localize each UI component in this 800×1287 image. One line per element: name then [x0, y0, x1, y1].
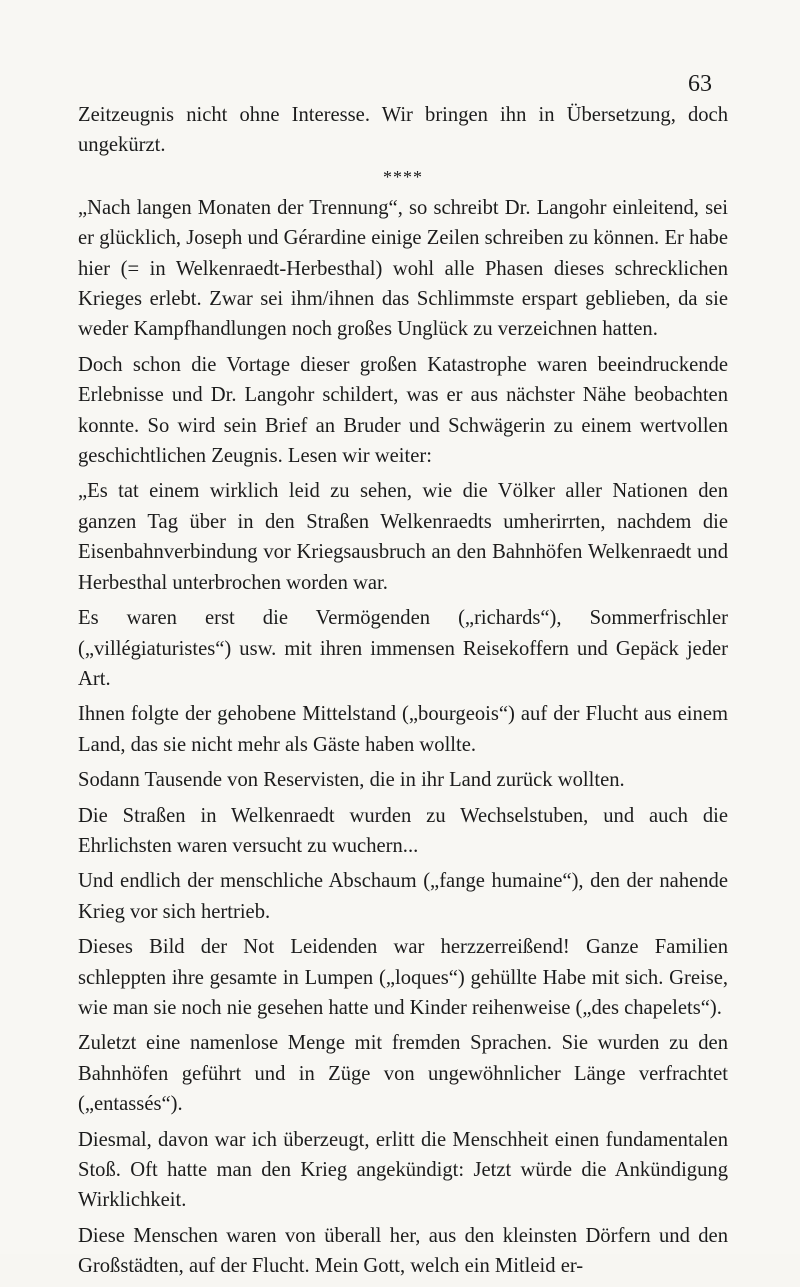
page-number: 63	[688, 71, 712, 97]
paragraph-8: Die Straßen in Welkenraedt wurden zu Wechselstuben, und auch die Ehrlichsten waren versucht zu wuchern...	[78, 804, 728, 857]
paragraph-6: Ihnen folgte der gehobene Mittelstand („bourgeois“) auf der Flucht aus einem Land, das sie nicht mehr als Gäste haben wollte.	[78, 703, 728, 756]
paragraph-13: Diese Menschen waren von überall her, aus den kleinsten Dörfern und den Großstädten, auf der Flucht. Mein Gott, welch ein Mitleid er-	[78, 1224, 728, 1278]
paragraph-7: Sodann Tausende von Reservisten, die in ihr Land zurück wollten.	[78, 769, 625, 792]
paragraph-11: Zuletzt eine namenlose Menge mit fremden Sprachen. Sie wurden zu den Bahnhöfen geführt und in Züge von ungewöhnlicher Länge verfrachtet („entassés“).	[78, 1032, 728, 1116]
section-separator: ****	[383, 166, 423, 187]
paragraph-1: Zeitzeugnis nicht ohne Interesse. Wir bringen ihn in Übersetzung, doch ungekürzt.	[78, 104, 728, 157]
paragraph-3: Doch schon die Vortage dieser großen Katastrophe waren beeindruckende Erlebnisse und Dr. Langohr schildert, was er aus nächster Nähe beobachten konnte. So wird sein Brief an Bruder und Schwägerin zu einem wertvollen geschichtlichen Zeugnis. Lesen wir weiter:	[78, 353, 728, 468]
body-text	[78, 100, 728, 1287]
paragraph-9: Und endlich der menschliche Abschaum („fange humaine“), den der nahende Krieg vor sich hertrieb.	[78, 870, 728, 923]
paragraph-10: Dieses Bild der Not Leidenden war herzzerreißend! Ganze Familien schleppten ihre gesamte in Lumpen („loques“) gehüllte Habe mit sich. Greise, wie man sie noch nie gesehen hatte und Kinder reihenweise („des chapelets“).	[78, 936, 728, 1019]
paragraph-12: Diesmal, davon war ich überzeugt, erlitt die Menschheit einen fundamentalen Stoß. Oft hatte man den Krieg angekündigt: Jetzt würde die Ankündigung Wirklichkeit.	[78, 1128, 728, 1212]
paragraph-5: Es waren erst die Vermögenden („richards“), Sommerfrischler („villégiaturistes“) usw. mit ihren immensen Reisekoffern und Gepäck jeder Art.	[78, 607, 728, 690]
paragraph-2: „Nach langen Monaten der Trennung“, so schreibt Dr. Langohr einleitend, sei er glücklich, Joseph und Gérardine einige Zeilen schreiben zu können. Er habe hier (= in Welkenraedt-Herbesthal) wohl alle Phasen dieses schrecklichen Krieges erlebt. Zwar sei ihm/ihnen das Schlimmste erspart geblieben, da sie weder Kampfhandlungen noch großes Unglück zu verzeichnen hatten.	[78, 196, 728, 341]
paragraph-4: „Es tat einem wirklich leid zu sehen, wie die Völker aller Nationen den ganzen Tag über in den Straßen Welkenraedts umherirrten, nachdem die Eisenbahnverbindung vor Kriegsausbruch an den Bahnhöfen Welkenraedt und Herbesthal unterbrochen worden war.	[78, 480, 728, 594]
